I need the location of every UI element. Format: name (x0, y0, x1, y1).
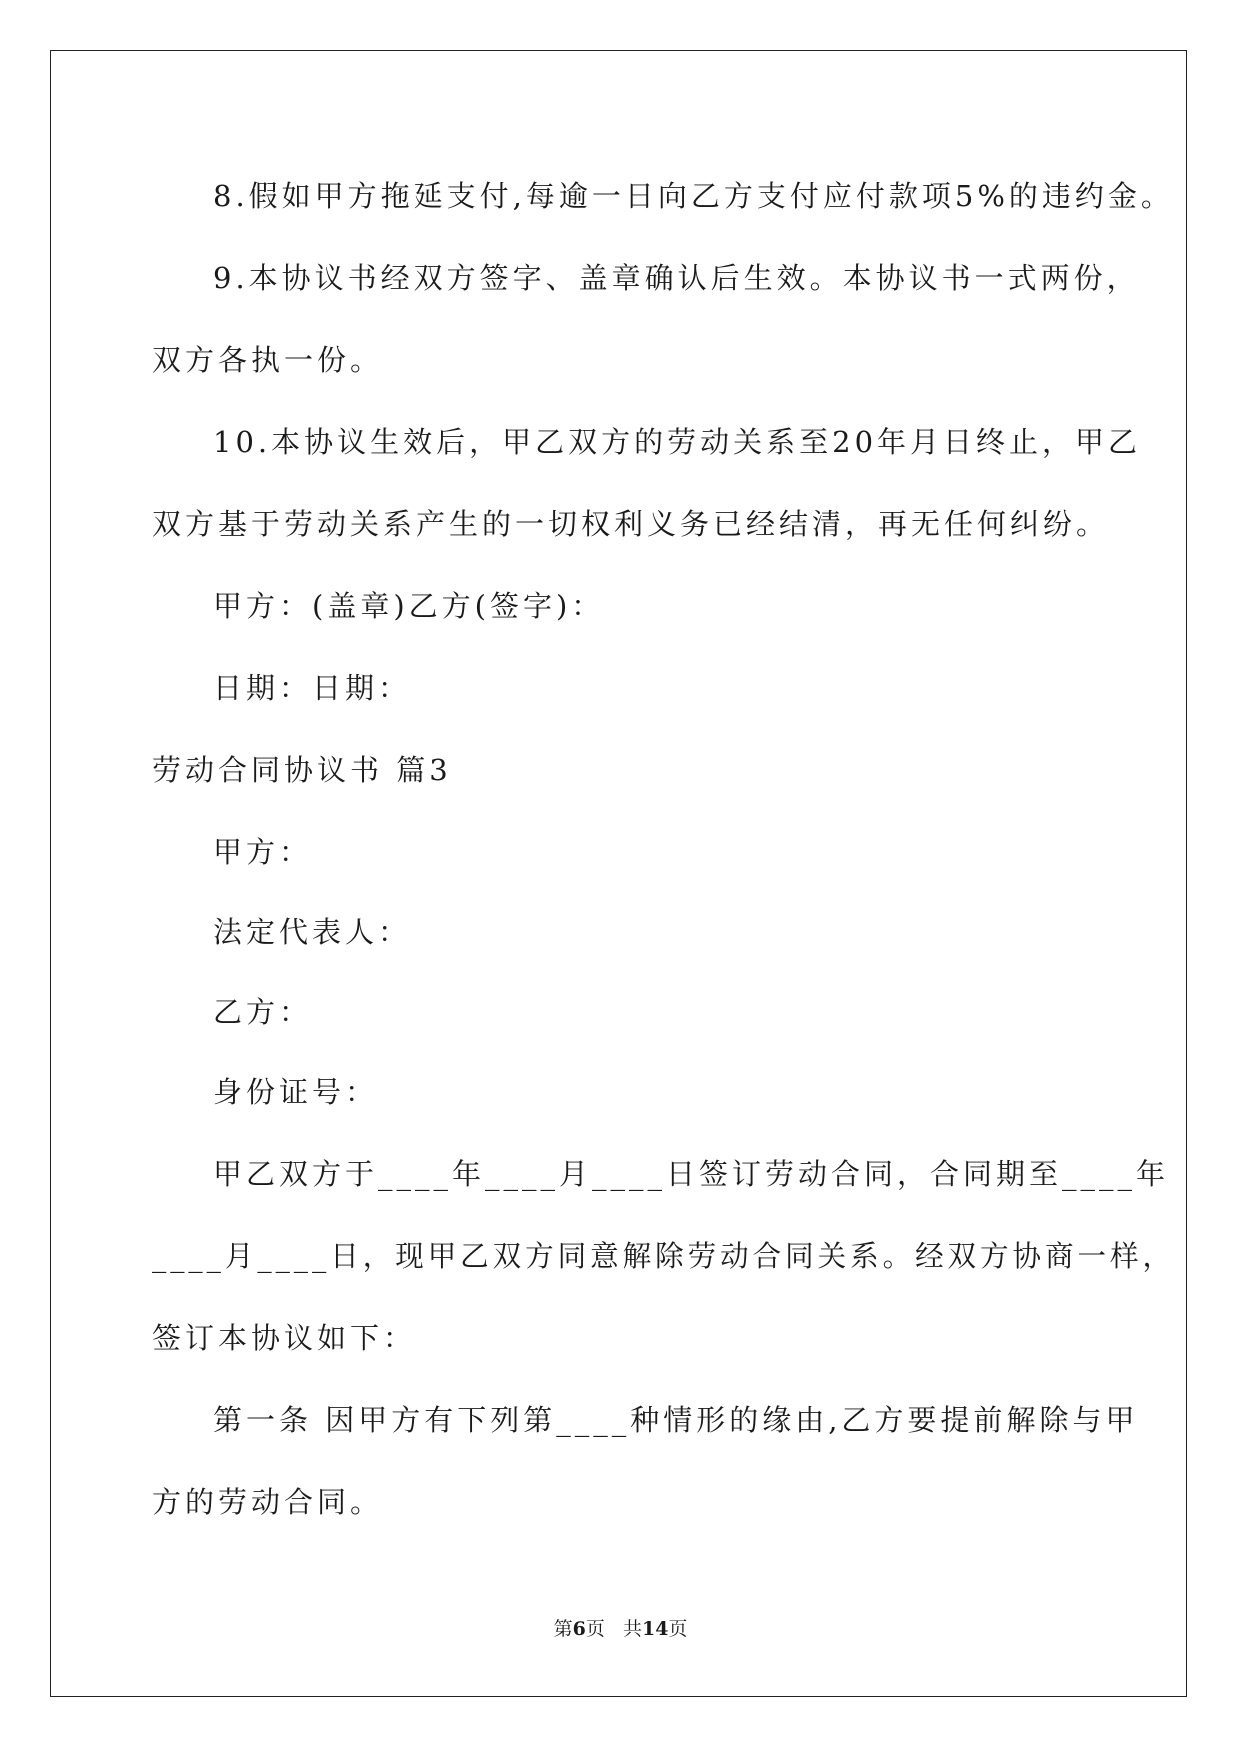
party-a-field: 甲方： (213, 835, 313, 869)
page-footer (0, 1614, 1241, 1641)
contract-dates-line-1: 甲乙双方于____年____月____日签订劳动合同，合同期至____年 (213, 1157, 1170, 1191)
page-border (50, 50, 1187, 1697)
clause-8-line: 8.假如甲方拖延支付,每逾一日向乙方支付应付款项5%的违约金。 (213, 179, 1174, 213)
clause-10-line-1: 10.本协议生效后，甲乙双方的劳动关系至20年月日终止，甲乙 (213, 425, 1142, 459)
contract-dates-line-2: ____月____日，现甲乙双方同意解除劳动合同关系。经双方协商一样， (152, 1239, 1176, 1273)
clause-9-line-2: 双方各执一份。 (152, 343, 384, 377)
agreement-intro-line: 签订本协议如下： (152, 1321, 417, 1355)
clause-9-line-1: 9.本协议书经双方签字、盖章确认后生效。本协议书一式两份， (213, 261, 1140, 295)
section-heading: 劳动合同协议书 篇3 (152, 753, 452, 787)
clause-10-line-2: 双方基于劳动关系产生的一切权利义务已经结清，再无任何纠纷。 (152, 507, 1110, 541)
signature-line: 甲方：(盖章)乙方(签字)： (213, 589, 605, 623)
footer-total-prefix: 共 (622, 1618, 642, 1640)
footer-prefix: 第 (553, 1618, 573, 1640)
id-number-field: 身份证号： (213, 1075, 379, 1109)
footer-total-suffix: 页 (668, 1618, 688, 1640)
page-number: 6 (572, 1618, 586, 1640)
article-1-line-2: 方的劳动合同。 (152, 1485, 384, 1519)
total-pages: 14 (641, 1618, 669, 1640)
party-b-field: 乙方： (213, 995, 313, 1029)
article-1-line-1: 第一条 因甲方有下列第____种情形的缘由,乙方要提前解除与甲 (213, 1403, 1139, 1437)
footer-page-suffix: 页 (585, 1618, 605, 1640)
date-line: 日期：日期： (213, 671, 412, 705)
legal-representative-field: 法定代表人： (213, 915, 412, 949)
